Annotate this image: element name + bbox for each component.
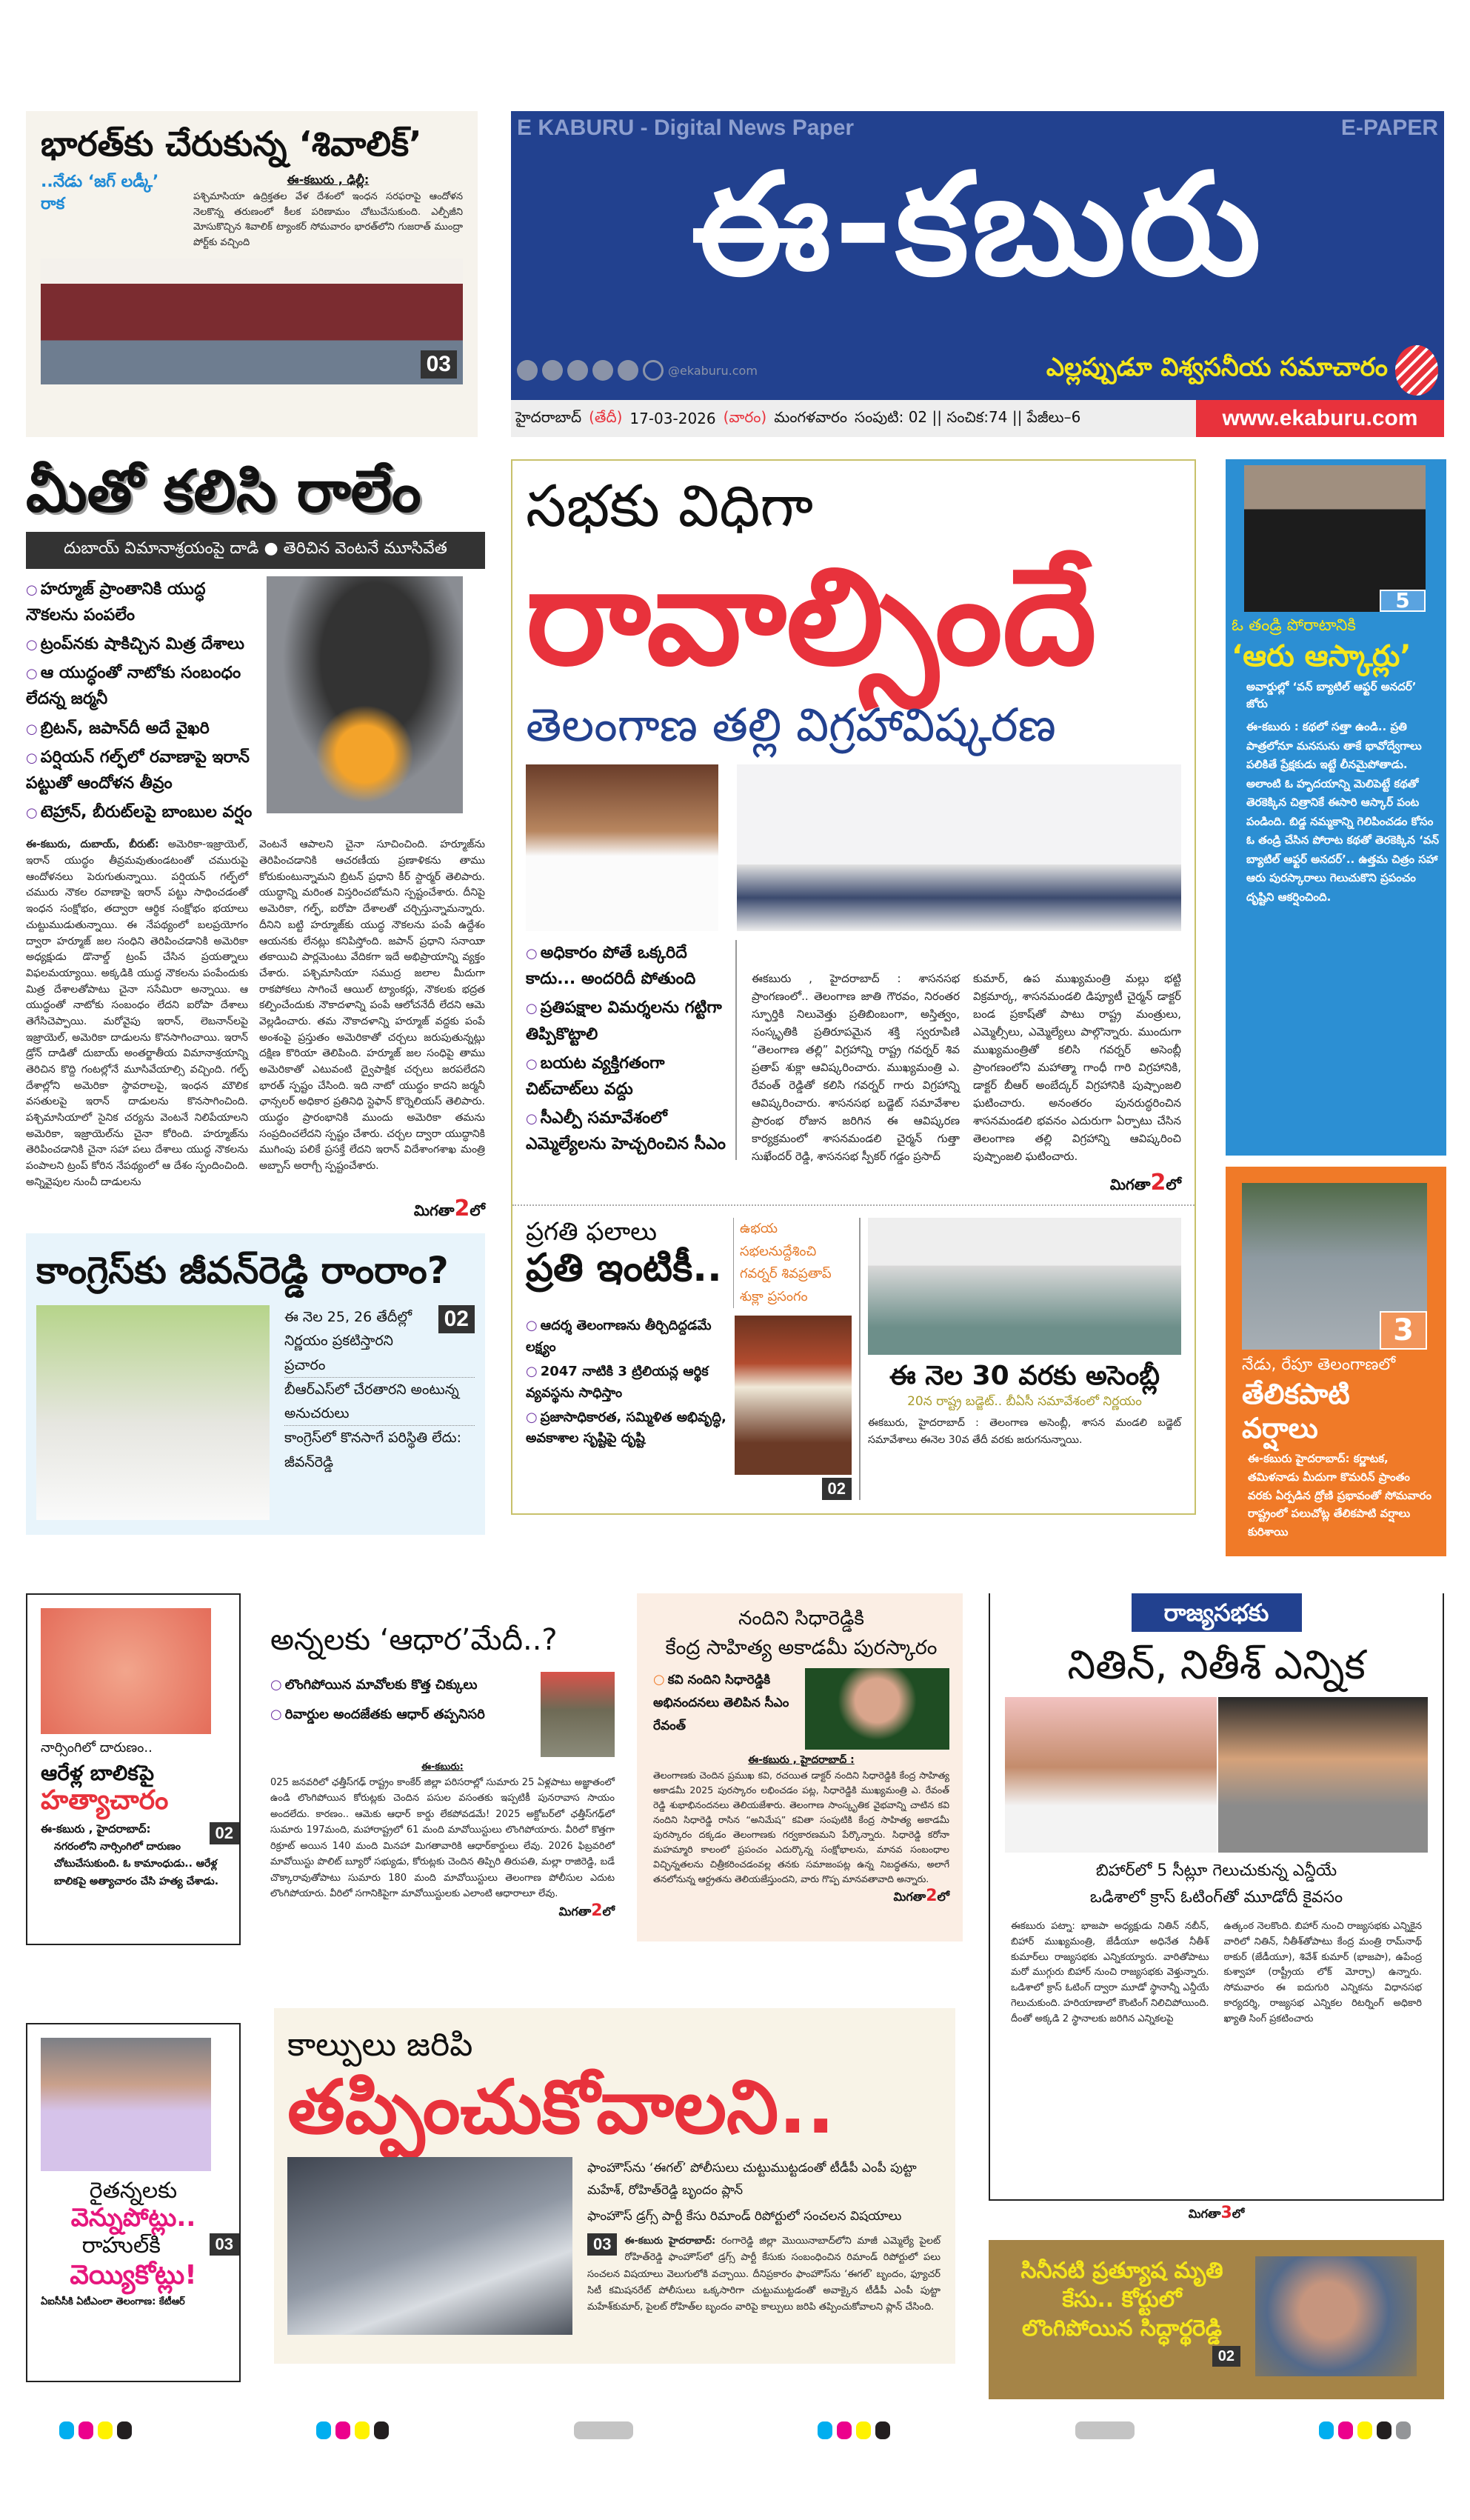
bullet-item: ○ హర్మూజ్ ప్రాంతానికి యుద్ధ నౌకలను పంపలేం <box>26 579 206 624</box>
continued-on-page[interactable]: మిగతా2లో <box>1109 1169 1181 1196</box>
bullet-item: ○ బ్రిటన్, జపాన్‌దీ అదే వైఖరి <box>26 719 210 738</box>
subhead-line2: ఒడిశాలో క్రాస్ ఓటింగ్‌తో మూడోదీ కైవసం <box>1089 1888 1343 1907</box>
epaper-label: E-PAPER <box>1340 116 1438 140</box>
bullet-item: ○ బయట వ్యక్తిగతంగా చిట్‌చాట్‌లు వద్దు <box>526 1053 665 1099</box>
gray-registration-bar <box>1075 2421 1135 2439</box>
maoist-story <box>255 1593 622 1930</box>
gray-registration-bar <box>574 2421 633 2439</box>
drugs-photo <box>287 2157 572 2335</box>
headline: అన్నలకు ‘ఆధార’మేదీ..? <box>270 1622 558 1657</box>
bullet-item: ○ అధికారం పోతే ఒక్కరిదే కాదు... అందరిదీ పోతుంది <box>526 943 696 989</box>
dateline: ఈ-కబురు , హైదరాబాద్: <box>41 1821 151 1836</box>
summary-line: బీఆర్ఎస్‌లో చేరతారని అంటున్న అనుచరులు <box>284 1378 475 1427</box>
page-ref-badge: 02 <box>1212 2346 1240 2367</box>
website-link[interactable]: www.ekaburu.com <box>1196 400 1444 437</box>
gray-mark <box>1396 2421 1411 2439</box>
masthead-tagline: E KABURU - Digital News Paper <box>517 116 855 140</box>
headline-line3: రాహుల్‌కి <box>81 2232 161 2259</box>
governor-speech-photo <box>735 1316 852 1475</box>
story-body: ఈ-కబురు హైదరాబాద్: కర్ణాటక, తమిళనాడు మీదుగా కొమరిన్ ప్రాంతం వరకు ఏర్పడిన ద్రోణి ప్రభావంతో సోమవారం రాష్ట్రంలో పలుచోట్ల తేలికపాటి వర్షాలు కురిశాయి <box>1248 1452 1431 1539</box>
bullet-item: ○ 2047 నాటికి 3 ట్రిలియన్ల ఆర్థిక వ్యవస్థను సాధిస్తాం <box>526 1363 709 1401</box>
divider <box>859 1218 861 1500</box>
magenta-mark <box>78 2421 93 2439</box>
kicker: నార్సింగిలో దారుణం.. <box>41 1739 153 1756</box>
jeevan-reddy-story <box>26 1233 485 1536</box>
lead-story <box>511 459 1196 1515</box>
color-registration-marks <box>316 2421 389 2439</box>
dateline: ఈ-కబురు, దుబాయ్, బీరుట్: <box>26 839 159 851</box>
bullet-item: ○ పర్షియన్ గల్ఫ్‌లో రవాణాపై ఇరాన్ పట్టుతో ఆందోళన తీవ్రం <box>26 747 250 793</box>
lpg-tanker-photo <box>41 259 463 384</box>
summary-line: ఈ నెల 25, 26 తేదీల్లో నిర్ణయం ప్రకటిస్తారని ప్రచారం <box>284 1305 475 1378</box>
kicker: నేడు, రేపూ తెలంగాణలో <box>1242 1356 1396 1374</box>
headline: ఆరేళ్ల బాలికపై <box>41 1760 155 1785</box>
black-mark <box>875 2421 890 2439</box>
headline-red: హత్యాచారం <box>41 1785 169 1816</box>
headline: ‘ఆరు ఆస్కార్లు’ <box>1232 639 1411 673</box>
continued-on-page[interactable]: మిగతా2లో <box>558 1901 615 1921</box>
bullet-item: ○ సీఎల్పీ సమావేశంలో ఎమ్మెల్యేలను హెచ్చరించిన సీఎం <box>526 1109 726 1154</box>
page-ref-badge: 3 <box>1380 1311 1427 1350</box>
magenta-mark <box>1338 2421 1353 2439</box>
whatsapp-icon[interactable] <box>517 360 538 381</box>
story-body-col1: ఈకబురు పట్నా: భాజపా అధ్యక్షుడు నితిన్ నబీన్, బిహార్ ముఖ్యమంత్రి, జేడీయూ అధినేత నీతీశ్ కుమార్‌లు రాజ్యసభకు ఎన్నికయ్యారు. వారితోపాటు మరో ముగ్గురు బిహార్ నుంచి రాజ్యసభకు వెళ్తున్నారు. ఒడిశాలో క్రాస్ ఓటింగ్ ద్వారా మూడో స్థానాన్నీ ఎన్డీయే గెలుచుకుంది. హరియాణాలో కౌంటింగ్ నిలిచిపోయింది. దీంతో అక్కడి 2 స్థానాలకు జరిగిన ఎన్నికలపై <box>1011 1921 1209 2024</box>
issue-day: మంగళవారం <box>774 407 848 426</box>
date-label: (తేదీ) <box>589 407 623 426</box>
crime-illustration <box>41 1608 211 1734</box>
globe-icon[interactable] <box>643 360 664 381</box>
nitish-kumar-photo <box>1218 1697 1428 1853</box>
statue-unveiling-photo <box>737 764 1181 931</box>
governor-kicker: ప్రగతి ఫలాలు <box>526 1216 658 1247</box>
color-registration-marks <box>1319 2421 1411 2439</box>
siddharth-reddy-photo <box>1255 2256 1417 2376</box>
bullet-list <box>526 940 737 1161</box>
story-body: 03 ఈ-కబురు హైదరాబాద్: రంగారెడ్డి జిల్లా మొయినాబాద్‌లోని మాజీ ఎమ్మెల్యే పైలట్ రోహిత్‌రెడ్డి ఫాంహౌస్‌లో డ్రగ్స్ పార్టీ కేసుకు సంబంధించిన రిమాండ్ రిపోర్టులో పలు సంచలన విషయాలు వెలుగులోకి వచ్చాయి. దీనిప్రకారం ఫాంహౌస్‌ను ‘ఈగల్’ బృందం, ఫ్యూచర్ సిటీ కమిషనరేట్ పోలీసులు ఒక్కసారిగా చుట్టుముట్టడంతో అవాక్కైన టీడీపీ ఎంపీ పుట్టా మహేశ్‌కుమార్, పైలట్ రోహిత్‌ల బృందం వారిపై కాల్పులు జరిపి తప్పించుకోవాలని ప్లాన్ చేసింది. <box>587 2235 941 2313</box>
page-ref-badge: 03 <box>421 350 457 379</box>
deck: తెలంగాణ తల్లి విగ్రహావిష్కరణ <box>526 697 1056 752</box>
bullet-item: ○ ట్రంప్‌నకు షాకిచ్చిన మిత్ర దేశాలు <box>26 635 244 654</box>
summary-line: కాంగ్రెస్‌లో కొనసాగే పరిస్థితి లేదు: జీవన్‌రెడ్డి <box>284 1430 462 1470</box>
yellow-mark <box>98 2421 113 2439</box>
assembly-headline: ఈ నెల 30 వరకు అసెంబ్లీ <box>889 1360 1160 1391</box>
facebook-icon[interactable] <box>567 360 588 381</box>
continued-on-page[interactable]: మిగతా3లో <box>1188 2203 1245 2222</box>
bac-meeting-photo <box>868 1218 1181 1355</box>
page-ref-badge: 02 <box>210 1822 239 1844</box>
fire-smoke-photo <box>267 576 463 813</box>
governor-side-note: ఉభయ సభలనుద్దేశించి గవర్నర్ శివప్రతాప్ శుక్లా ప్రసంగం <box>733 1218 852 1308</box>
rajyasabha-story <box>989 1593 1444 2201</box>
assembly-body: ఈకబురు, హైదరాబాద్ : తెలంగాణ అసెంబ్లీ, శాసన మండలి బడ్జెట్ సమావేశాలు ఈనెల 30వ తేదీ వరకు జరుగనున్నాయి. <box>868 1417 1181 1446</box>
dateline: ఈ-కబురు హైదరాబాద్: <box>624 2236 716 2247</box>
headline: నితిన్, నితీశ్ ఎన్నిక <box>1067 1641 1366 1688</box>
chief-minister-photo <box>526 764 718 931</box>
bullet-item: ○ రివార్డుల అందజేతకు ఆధార్ తప్పనిసరి <box>270 1706 485 1722</box>
continued-on-page[interactable]: మిగతా2లో <box>413 1195 485 1221</box>
social-handle[interactable]: @ekaburu.com <box>668 363 758 378</box>
ktr-photo <box>41 2038 211 2171</box>
rain-story <box>1226 1167 1446 1556</box>
ktr-story <box>26 2023 241 2382</box>
governor-headline: ప్రతి ఇంటికీ.. <box>526 1246 722 1291</box>
cyan-mark <box>818 2421 832 2439</box>
yellow-mark <box>1357 2421 1372 2439</box>
story-body-col2: వెంటనే ఆపాలని చైనా సూచించింది. హర్మూజ్‌ను తెరిపించడానికి ఆచరణీయ ప్రణాళికను తాము కోరుకుంటున్నామని బ్రిటన్ ప్రధాని కీర్ స్టార్మర్ తెలిపారు. యుద్ధాన్ని మరింత విస్తరించబోమని స్పష్టంచేశారు. దీనిపై అమెరికా, గల్ఫ్, ఐరోపా దేశాలతో చర్చిస్తున్నామన్నారు. దీనిని బట్టి హర్మూజ్‌కు యుద్ధ నౌకలను పంపే ఉద్దేశం ఆయనకు లేనట్లు కనిపిస్తోంది. జపాన్ ప్రధాని సనాయిా తకాయిచి పార్లమెంటు వేదికగా ఇదే అభిప్రాయాన్ని వ్యక్తం చేశారు. పశ్చిమాసియా సముద్ర జలాల మీదుగా రాకపోకలు సాగించే ఆయిల్ ట్యాంకర్లు, నౌకలకు భద్రత కల్పించేందుకు నౌకాదళాన్ని పంపే ఆలోచనేదీ లేదని ఆమె వెల్లడించారు. తమ నౌకాదళాన్ని హర్మూజ్ వద్దకు పంపే అంశంపై ప్రస్తుతం అమెరికాతో చర్చలు జరుపుతున్నట్లు దక్షిణ కొరియా తెలిపింది. హర్మూజ్ జల సంధిపై తాము అమెరికాతో ఎటువంటి ద్వైపాక్షిక చర్చలు జరపలేదని భారత్ స్పష్టం చేసింది. ఇది నాటో యుద్ధం కాదని జర్మనీ ఛాన్సలర్ అధికార ప్రతినిధి స్టెఫాన్ కొర్నెలియస్ తెలిపారు. యుద్ధం ప్రారంభానికి ముందు అమెరికా తమను సంప్రదించలేదని స్పష్టం చేశారు. చర్చల ద్వారా యుద్ధానికి ముగింపు పలికే ప్రసక్తే లేదని ఇరాన్ విదేశాంగశాఖ మంత్రి అబ్బాస్ అరాగ్చీ స్పష్టంచేశారు. <box>259 839 485 1173</box>
summary-lines <box>284 1305 475 1474</box>
bullet-item: ○ ఆ యుద్ధంతో నాటోకు సంబంధం లేదన్న జర్మనీ <box>26 664 241 709</box>
maoist-surrender-photo <box>541 1672 615 1757</box>
cyan-mark <box>59 2421 74 2439</box>
page-ref-badge: 03 <box>587 2233 617 2256</box>
story-body-col2: ఉత్కంఠ నెలకొంది. బిహార్ నుంచి రాజ్యసభకు ఎన్నికైన వారిలో నితిన్, నీతీశ్‌తోపాటు కేంద్ర మంత్రి రామ్‌నాథ్ ఠాకుర్ (జేడీయూ), శివేశ్ కుమార్ (భాజపా), ఉపేంద్ర కుశ్వాహా (రాష్ట్రీయ లోక్ మోర్చా) ఉన్నారు. సోమవారం ఈ ఐదుగురి ఎన్నికను విధానసభ కార్యదర్శి, రాజ్యసభ ఎన్నికల రిటర్నింగ్ అధికారి ఖ్యాతి సింగ్ ప్రకటించారు <box>1223 1921 1422 2024</box>
story-body: పశ్చిమాసియా ఉద్రిక్తతల వేళ దేశంలో ఇంధన సరఫరాపై ఆందోళన నెలకొన్న తరుణంలో కీలక పరిణామం చోటుచేసుకుంది. ఎల్పీజీని మోసుకొచ్చిన శివాలిక్ ట్యాంకర్ సోమవారం భారత్‌లోని గుజరాత్ ముంద్రా పోర్ట్‌కు వచ్చింది <box>193 190 463 249</box>
kicker: కాల్పులు జరిపి <box>287 2025 473 2064</box>
rain-traffic-photo <box>1242 1183 1427 1350</box>
bullet-list <box>26 576 259 829</box>
nandini-story <box>637 1593 963 1941</box>
kicker: ఓ తండ్రి పోరాటానికి <box>1232 616 1356 635</box>
headline-line1: నందిని సిధారెడ్డికి <box>738 1607 864 1630</box>
headline: తప్పించుకోవాలని.. <box>287 2063 835 2150</box>
bullet-item: ○ టెహ్రాన్, బీరుట్‌లపై బాంబుల వర్షం <box>26 803 253 822</box>
magenta-mark <box>837 2421 852 2439</box>
oscar-winner-photo <box>1244 465 1426 612</box>
black-mark <box>1377 2421 1392 2439</box>
summary-line: ఫాంహౌస్‌ను ‘ఈగల్’ పోలీసులు చుట్టుముట్టడంతో టీడీపీ ఎంపీ పుట్టా మహేశ్, రోహిత్‌రెడ్డి బృందం ప్లాన్ <box>587 2160 917 2199</box>
oscar-story <box>1226 459 1446 1156</box>
black-mark <box>117 2421 132 2439</box>
bullet-list <box>526 1316 727 1453</box>
story-body: ఈ-కబురు : కథలో సత్తా ఉండి.. ప్రతి పాత్రలోనూ మనసును తాకే భావోద్వేగాలు పలికితే ప్రేక్షకుడు ఇట్టే లీనమైపోతాడు. అలాంటి ఓ హృదయాన్ని మెలిపెట్టే కథతో తెరకెక్కిన చిత్రానికే ఈసారి ఆస్కార్ పంట పండింది. బిడ్డ నమ్మకాన్ని గెలిపించడం కోసం ఓ తండ్రి చేసిన పోరాట కథతో తెరకెక్కిన ‘వన్ బ్యాటిల్ ఆఫ్టర్ అనదర్’.. ఉత్తమ చిత్రం సహా ఆరు పురస్కారాలు గెలుచుకొని ప్రపంచం దృష్టిని ఆకర్షించింది. <box>1246 720 1439 904</box>
yellow-mark <box>355 2421 370 2439</box>
headline-line4: వెయ్యికోట్లు! <box>70 2259 197 2290</box>
issue-number: సంపుటి: 02 || సంచిక:74 || పేజీలు–6 <box>855 407 1081 426</box>
jeevan-reddy-photo <box>36 1305 270 1520</box>
masthead-slogan: ఎల్లప్పుడూ విశ్వసనీయ సమాచారం <box>1046 353 1388 382</box>
headline-line1: రైతన్నలకు <box>89 2177 178 2204</box>
nandini-sidhareddy-photo <box>805 1668 949 1750</box>
masthead-logo[interactable]: ఈ-కబురు <box>691 143 1264 307</box>
cyan-mark <box>316 2421 331 2439</box>
page-ref-badge: 02 <box>438 1305 475 1333</box>
nitin-nabin-photo <box>1005 1697 1217 1853</box>
story-body-col1: ఈ-కబురు, దుబాయ్, బీరుట్: అమెరికా-ఇజ్రాయెల్, ఇరాన్ యుద్ధం తీవ్రమవుతుండటంతో చమురుపై ఆందోళనలు పెరుగుతున్నాయి. పర్షియన్ గల్ఫ్‌లో చమురు నౌకల రవాణాపై ఇరాన్ పట్టు సాధించడంతో ఇంధన సంక్షోభం, తద్వారా ఆర్థిక సంక్షోభం భయాలు చుట్టుముడుతున్నాయి. ఈ నేపథ్యంలో బలప్రయోగం ద్వారా హర్మూజ్ జల సంధిని తెరిపించడానికి అమెరికా అధ్యక్షుడు డొనాల్డ్ ట్రంప్ చేసిన ప్రయత్నాలు విఫలమయ్యాయి. అక్కడికి యుద్ధ నౌకలను పంపేందుకు మిత్ర దేశాలతోపాటు చైనా ససేమిరా అన్నాయి. ఆ యుద్ధంతో నాటోకు సంబంధం లేదని ఐరోపా దేశాలు తెగేసిచెప్పాయి. మరోవైపు ఇరాన్, లెబనాన్‌లపై ఇజ్రాయెల్, అమెరికా దాడులను కొనసాగించాయి. ఇరాన్ డ్రోన్ దాడితో దుబాయ్ అంతర్జాతీయ విమానాశ్రయాన్ని తెరిచిన కొద్ది గంటల్లోనే మూసివేయాల్సి వచ్చింది. గల్ఫ్ దేశాల్లోని అమెరికా స్థావరాలపై, ఇంధన మౌలిక వసతులపై ఇరాన్ దాడులను కొనసాగించింది. పశ్చిమాసియాలో సైనిక చర్యను వెంటనే నిలిపేయాలని అమెరికా, ఇజ్రాయెల్‌ను చైనా కోరింది. హర్మూజ్‌ను తెరిపించడానికి చైనా సహా పలు దేశాలు యుద్ధ నౌకలను పంపాలని ట్రంప్ కోరిన నేపథ్యంలో ఆ దేశం స్పందించింది. అన్నివైపుల నుంచీ దాడులను <box>26 839 249 1188</box>
color-registration-marks <box>59 2421 132 2439</box>
black-mark <box>374 2421 389 2439</box>
subhead: అవార్డుల్లో ‘వన్ బ్యాటిల్ ఆఫ్టర్ అనదర్’ జోరు <box>1246 680 1417 710</box>
subhead: ..నేడు ‘జగ్ లడ్కీ’ రాక <box>41 172 159 213</box>
color-registration-marks <box>818 2421 890 2439</box>
magenta-mark <box>335 2421 350 2439</box>
headline: భారత్‌కు చేరుకున్న ‘శివాలిక్’ <box>41 124 422 164</box>
bullet-item: ○ ప్రతిపక్షాల విమర్శలను గట్టిగా తిప్పికొట్టాలి <box>526 999 722 1044</box>
bullet-item: ○ లొంగిపోయిన మావోలకు కొత్త చిక్కులు <box>270 1676 478 1693</box>
twitter-icon[interactable] <box>542 360 563 381</box>
dateline: ఈ-కబురు , హైదరాబాద్ : <box>748 1753 855 1766</box>
subhead-line1: బిహార్‌లో 5 సీట్లూ గెలుచుకున్న ఎన్డీయే <box>1095 1861 1337 1881</box>
summary-line: ఫాంహౌస్ డ్రగ్స్ పార్టీ కేసు రిమాండ్ రిపోర్టులో సంచలన విషయాలు <box>587 2208 902 2224</box>
youtube-icon[interactable] <box>592 360 613 381</box>
instagram-icon[interactable] <box>618 360 638 381</box>
caption: ఏఐసీసీకి ఏటీఎంలా తెలంగాణ: కేటీఆర్ <box>41 2296 185 2307</box>
cyan-mark <box>1319 2421 1334 2439</box>
page-ref-badge: 03 <box>210 2233 239 2256</box>
issue-date: 17-03-2026 <box>629 410 716 427</box>
masthead <box>511 111 1444 400</box>
story-body: నగరంలోని నార్సింగిలో దారుణం చోటుచేసుకుంది. ఓ కామాంధుడు.. ఆరేళ్ల బాలికపై అత్యాచారం చేసి హత్య చేశాడు. <box>54 1840 219 1888</box>
bullet-list <box>270 1672 526 1731</box>
social-icons <box>517 360 758 381</box>
kicker: సభకు విధిగా <box>526 473 814 540</box>
divider <box>512 1204 1195 1206</box>
crime-story <box>26 1593 241 1945</box>
dateline-strip <box>511 400 1196 437</box>
page-ref-badge: 5 <box>1380 590 1426 612</box>
subheadline-bar: దుబాయ్ విమానాశ్రయంపై దాడి ● తెరిచిన వెంటనే మూసివేత <box>26 532 485 569</box>
day-label: (వారం) <box>723 407 767 426</box>
drugs-story <box>274 2008 955 2364</box>
story-body: 025 జనవరిలో ఛత్తీస్‌గఢ్ రాష్ట్రం కాంకేర్ జిల్లా పరిసరాల్లో సుమారు 25 ఏళ్లపాటు అజ్ఞాతంలో ఉండి లొంగిపోయిన కోరుట్లకు చెందిన పసుల వసంతకు ఇప్పటికీ పునరావాస సాయం అందలేదు. కారణం.. ఆమెకు ఆధార్ కార్డు లేకపోవడమే! 2025 అక్టోబర్‌లో ఛత్తీస్‌గఢ్‌లో సుమారు 197మంది, మహారాష్ట్రలో 61 మంది మావోయిస్టులు లొంగిపోయారు. వీరిలో కొత్తగా రిక్రూట్ అయిన 140 మంది మినహా మిగతావారికి ఆధార్‌కార్డులు లేవు. 2026 ఫిబ్రవరిలో మావోయిస్టు పొలిట్ బ్యూరో సభ్యుడు, కోరుట్లకు చెందిన తిప్పిరి తిరుపతి, మల్లా రాజిరెడ్డి, బడే చొక్కారావుతోపాటు సుమారు 180 మంది మావోయిస్టులు తెలంగాణ పోలీసుల ఎదుట లొంగిపోయారు. వీరిలో సగానికిపైగా మావోయిస్టులకు ఎలాంటి ఆధారాలూ లేవు. <box>270 1776 615 1899</box>
headline: సినీనటి ప్రత్యూష మృతి కేసు.. కోర్టులో లొంగిపోయిన సిద్ధార్థరెడ్డి <box>1020 2257 1223 2341</box>
headline: రావాల్సిందే <box>526 539 1097 695</box>
section-tag: రాజ్యసభకు <box>1132 1593 1302 1632</box>
headline: కాంగ్రెస్‌కు జీవన్‌రెడ్డి రాంరాం? <box>36 1248 449 1292</box>
brand-globe-icon <box>1395 345 1438 396</box>
continued-on-page[interactable]: మిగతా2లో <box>893 1886 949 1905</box>
story-body-col1: ఈకబురు , హైదరాబాద్ : శాసనసభ ప్రాంగణంలో.. తెలంగాణ జాతి గౌరవం, నిరంతర స్ఫూర్తికి నిలువెత్తు ప్రతిబింబంగా, అస్తిత్వం, సంస్కృతికి ప్రతిరూపమైన శక్తి స్వరూపిణి “తెలంగాణ తల్లి” విగ్రహాన్ని రాష్ట్ర గవర్నర్ శివ ప్రతాప్ శుక్లా ఆవిష్కరించారు. ముఖ్యమంత్రి ఎ. రేవంత్ రెడ్డితో కలిసి గవర్నర్ గారు విగ్రహాన్ని ఆవిష్కరించారు. శాసనసభ బడ్జెట్ సమావేశాల ప్రారంభ రోజున జరిగిన ఈ ఆవిష్కరణ కార్యక్రమంలో శాసనమండలి చైర్మన్ గుత్తా సుఖేందర్ రెడ్డి, శాసనసభ స్పీకర్ గడ్డం ప్రసాద్ <box>752 971 960 1163</box>
story-body: తెలంగాణకు చెందిన ప్రముఖ కవి, రచయిత డాక్టర్ నందిని సిధారెడ్డికి కేంద్ర సాహిత్య అకాడమీ 2025 పురస్కారం లభించడం పట్ల, సిధారెడ్డికి ముఖ్యమంత్రి ఎ. రేవంత్ రెడ్డి శుభాభినందనలు తెలియజేశారు. తెలంగాణ సాంస్కృతిక వైభవాన్ని చాటిన కవి నందిని సిధారెడ్డి రాసిన “అనిమేష” కవితా సంపుటికి కేంద్ర సాహిత్య అకాడమీ పురస్కారం దక్కడం తెలంగాణకు గర్వకారణమని పేర్కొన్నారు. సిధారెడ్డి కరోనా మహమ్మారి కాలంలో ప్రపంచం ఎదుర్కొన్న సంక్షోభాలను, మానవ సంబంధాల విచ్ఛిన్నతలను చిత్రీకరించడంవల్ల తనకు సమాజంపట్ల ఉన్న నిబద్ధతను, అలాగే తనలోనున్న ఆర్ద్రతను తెలియజేస్తుందని, వారు గొప్ప మానవతావాది అన్నారు. <box>653 1769 949 1884</box>
dateline: ఈ-కబురు , ఢిల్లీ: <box>287 172 370 187</box>
shivalik-story <box>26 111 478 437</box>
headline: మీతో కలిసి రాలేం <box>26 459 421 525</box>
assembly-subhead: 20న రాష్ట్ర బడ్జెట్.. బీఏసీ సమావేశంలో నిర్ణయం <box>907 1394 1142 1410</box>
page-ref-badge: 02 <box>822 1478 852 1500</box>
story-body-col2: కుమార్, ఉప ముఖ్యమంత్రి మల్లు భట్టి విక్రమార్క, శాసనమండలి డిప్యూటీ చైర్మన్ డాక్టర్ బండ ప్రకాష్‌తో పాటు రాష్ట్ర మంత్రులు, ఎమ్మెల్సీలు, ఎమ్మెల్యేలు పాల్గొన్నారు. ముందుగా ముఖ్యమంత్రితో కలిసి గవర్నర్ అసెంబ్లీ ప్రాంగణంలోని మహాత్మా గాంధీ గారి విగ్రహానికి, డాక్టర్ బీఆర్ అంబేద్కర్ విగ్రహానికి పుష్పాంజలి ఘటించారు. అనంతరం పునరుద్ధరించిన శాసనమండలి భవనం ఎదురుగా ఏర్పాటు చేసిన తెలంగాణ తల్లి విగ్రహాన్ని ఆవిష్కరించి పుష్పాంజలి ఘటించారు. <box>973 971 1181 1163</box>
bullet-item: ○ కవి నందిని సిధారెడ్డికి అభినందనలు తెలిపిన సీఎం రేవంత్ <box>653 1671 789 1733</box>
dateline: ఈ-కబురు: <box>421 1761 464 1773</box>
bullet-item: ○ ప్రజాసాధికారత, సమ్మిళిత అభివృద్ధి, అవకాశాల సృష్టిపై దృష్టి <box>526 1409 726 1447</box>
headline-line2: వెన్నుపోట్లు.. <box>70 2203 196 2233</box>
siddharth-story <box>989 2240 1444 2399</box>
city: హైదరాబాద్ <box>515 407 582 426</box>
headline: తేలికపాటి వర్షాలు <box>1242 1378 1350 1444</box>
bullet-item: ○ ఆదర్శ తెలంగాణను తీర్చిదిద్దడమే లక్ష్యం <box>526 1318 712 1356</box>
war-story <box>26 459 485 1223</box>
yellow-mark <box>856 2421 871 2439</box>
headline-line2: కేంద్ర సాహిత్య అకాడమీ పురస్కారం <box>665 1636 938 1659</box>
